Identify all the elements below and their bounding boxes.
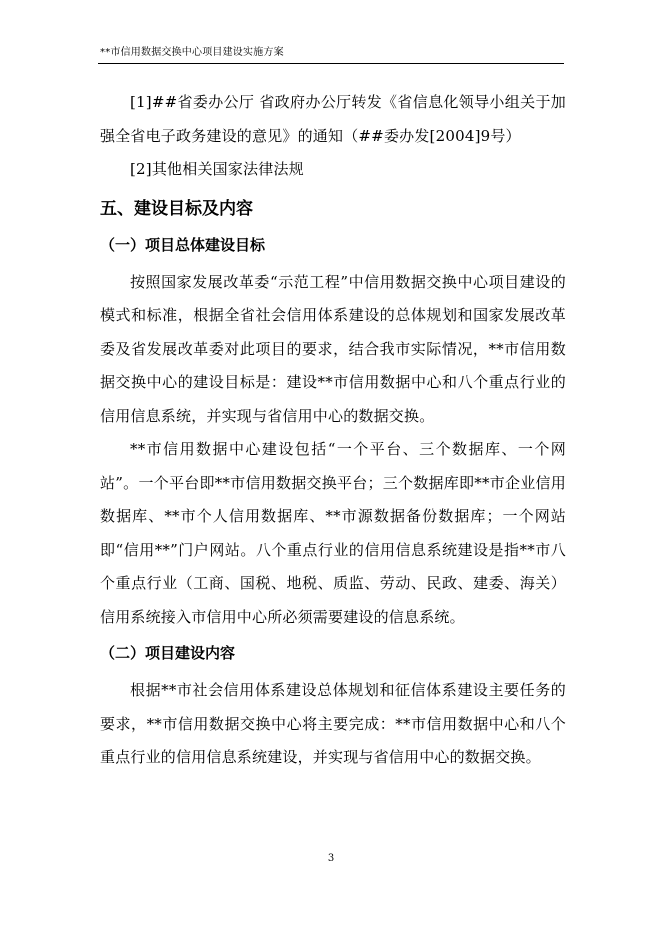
reference-1: [1]##省委办公厅 省政府办公厅转发《省信息化领导小组关于加强全省电子政务建设的意见》的通知（##委办发[2004]9号） xyxy=(100,93,566,145)
paragraph-construction-content: 根据**市社会信用体系建设总体规划和征信体系建设主要任务的要求，**市信用数据交换中心将主要完成：**市信用数据中心和八个重点行业的信用信息系统建设，并实现与省信用中心的数据交换。 xyxy=(100,681,566,766)
running-header: **市信用数据交换中心项目建设实施方案 xyxy=(100,47,284,58)
page-number: 3 xyxy=(327,853,335,864)
subsection-1-heading: （一）项目总体建设目标 xyxy=(100,235,266,254)
header-divider xyxy=(98,63,564,64)
paragraph-center-scope: **市信用数据中心建设包括“一个平台、三个数据库、一个网站”。一个平台即**市信用数据交换平台；三个数据库即**市企业信用数据库、**市个人信用数据库、**市源数据备份数据库；一个网站即“信用**”门户网站。八个重点行业的信用信息系统建设是指**市八个重点行业（工商、国税、地税、质监、劳动、民政、建委、海关）信用系统接入市信用中心所必须需要建设的信息系统。 xyxy=(100,440,566,626)
subsection-2-heading: （二）项目建设内容 xyxy=(100,644,236,662)
document-body xyxy=(100,86,566,775)
section-5-heading: 五、建设目标及内容 xyxy=(100,198,253,219)
paragraph-overall-goal: 按照国家发展改革委“示范工程”中信用数据交换中心项目建设的模式和标准，根据全省社会信用体系建设的总体规划和国家发展改革委及省发展改革委对此项目的要求，结合我市实际情况，**市信用数据交换中心的建设目标是：建设**市信用数据中心和八个重点行业的信用信息系统，并实现与省信用中心的数据交换。 xyxy=(100,272,566,425)
reference-2: [2]其他相关国家法律法规 xyxy=(130,160,304,178)
